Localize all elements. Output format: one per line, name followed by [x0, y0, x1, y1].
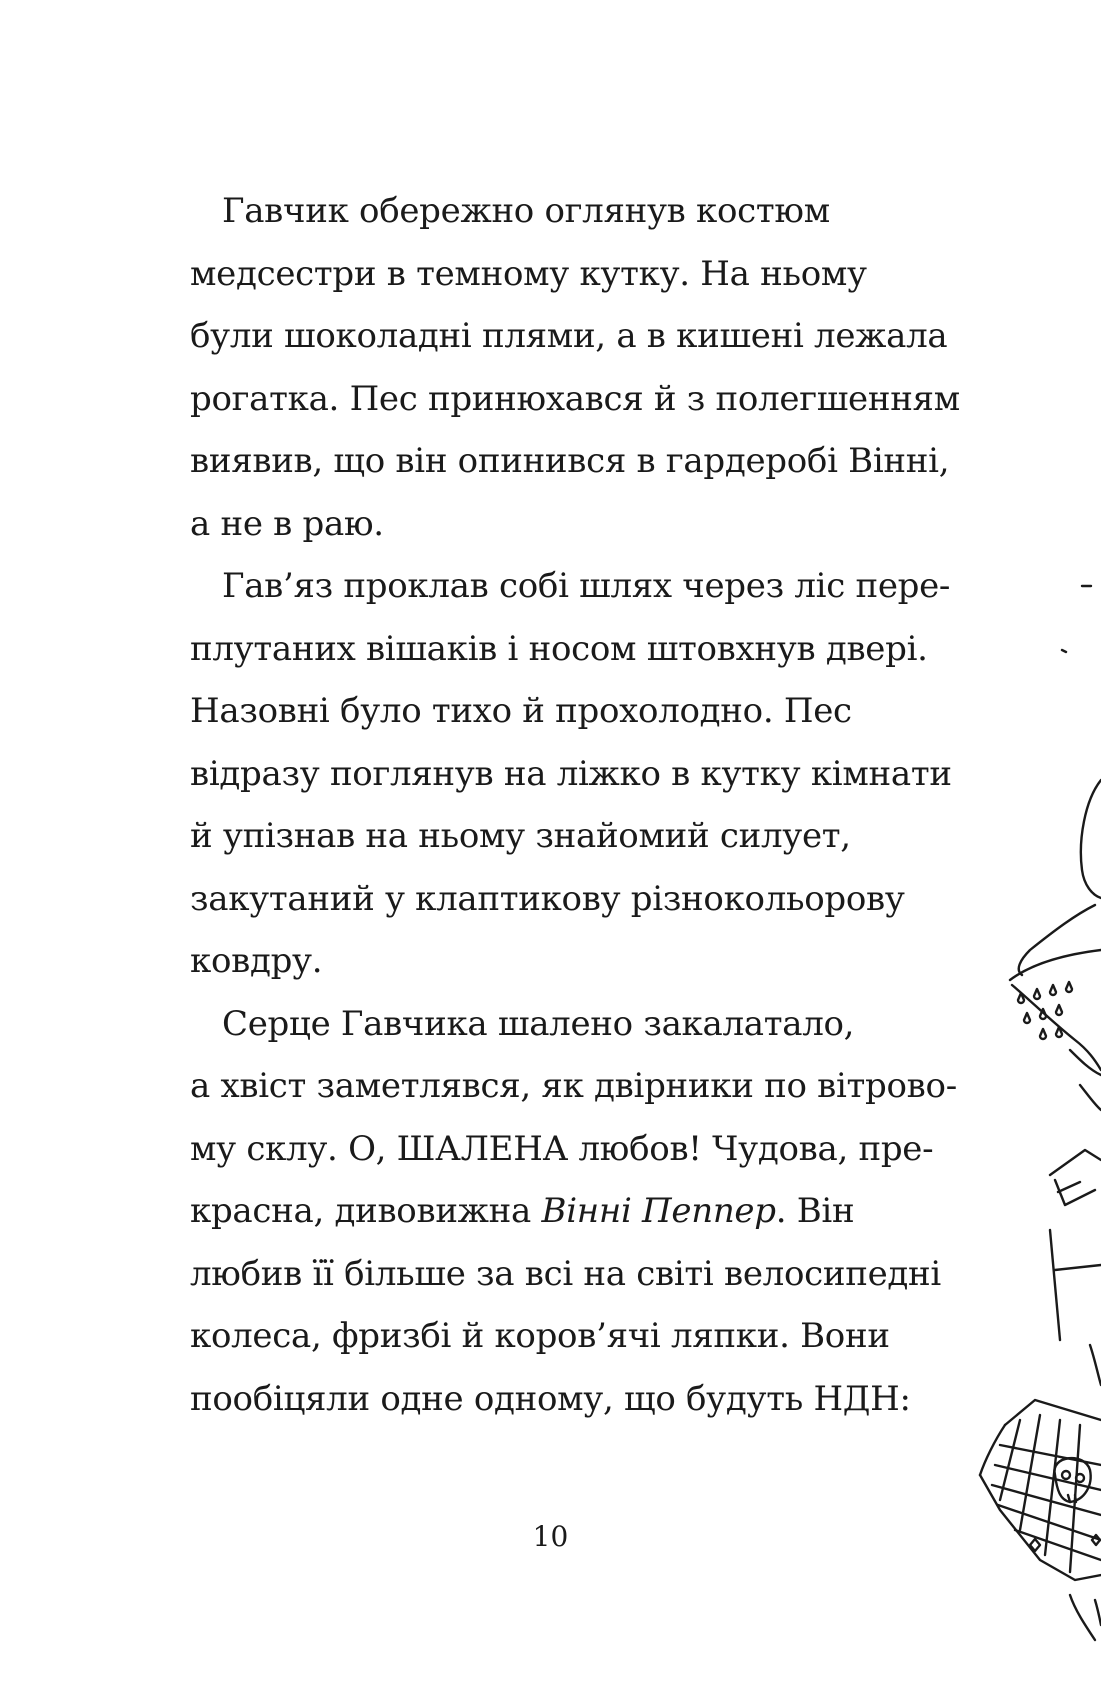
- text-line: ковдру.: [190, 941, 323, 981]
- body-text: [190, 180, 970, 1430]
- text-line: відразу поглянув на ліжко в кутку кімнати: [190, 753, 952, 794]
- text-line: виявив, що він опинився в гардеробі Вінні,: [190, 441, 950, 481]
- text-line: Назовні було тихо й прохолодно. Пес: [190, 691, 852, 731]
- text-line: Гавчик обережно оглянув костюм: [222, 191, 830, 231]
- text-line: були шоколадні плями, а в кишені лежала: [190, 316, 948, 356]
- text-line: закутаний у клаптикову різнокольорову: [190, 878, 905, 919]
- text-line: колеса, фризбі й коров’ячі ляпки. Вони: [190, 1316, 890, 1356]
- text-line: пообіцяли одне одному, що будуть НДН:: [190, 1378, 911, 1419]
- text-line: Серце Гавчика шалено закалатало,: [222, 1003, 855, 1044]
- text-line: [190, 1180, 970, 1243]
- text-line: а не в раю.: [190, 503, 384, 544]
- text-line: плутаних вішаків і носом штовхнув двері.: [190, 628, 928, 669]
- text-line-end: . Він: [775, 1191, 855, 1231]
- text-line: Гав’яз проклав собі шлях через ліс пере-: [222, 566, 951, 606]
- text-line: медсестри в темному кутку. На ньому: [190, 253, 867, 294]
- text-line-start: красна, дивовижна: [190, 1191, 542, 1231]
- text-line: му склу. О, ШАЛЕНА любов! Чудова, пре-: [190, 1128, 934, 1169]
- text-line: рогатка. Пес принюхався й з полегшенням: [190, 378, 960, 419]
- page-number: 10: [532, 1520, 569, 1553]
- text-line: а хвіст заметлявся, як двірники по вітрово-: [190, 1066, 957, 1106]
- text-line: любив її більше за всі на світі велосипедні: [190, 1253, 941, 1294]
- text-line: й упізнав на ньому знайомий силует,: [190, 816, 851, 856]
- italic-name: Вінні Пеппер: [541, 1191, 776, 1231]
